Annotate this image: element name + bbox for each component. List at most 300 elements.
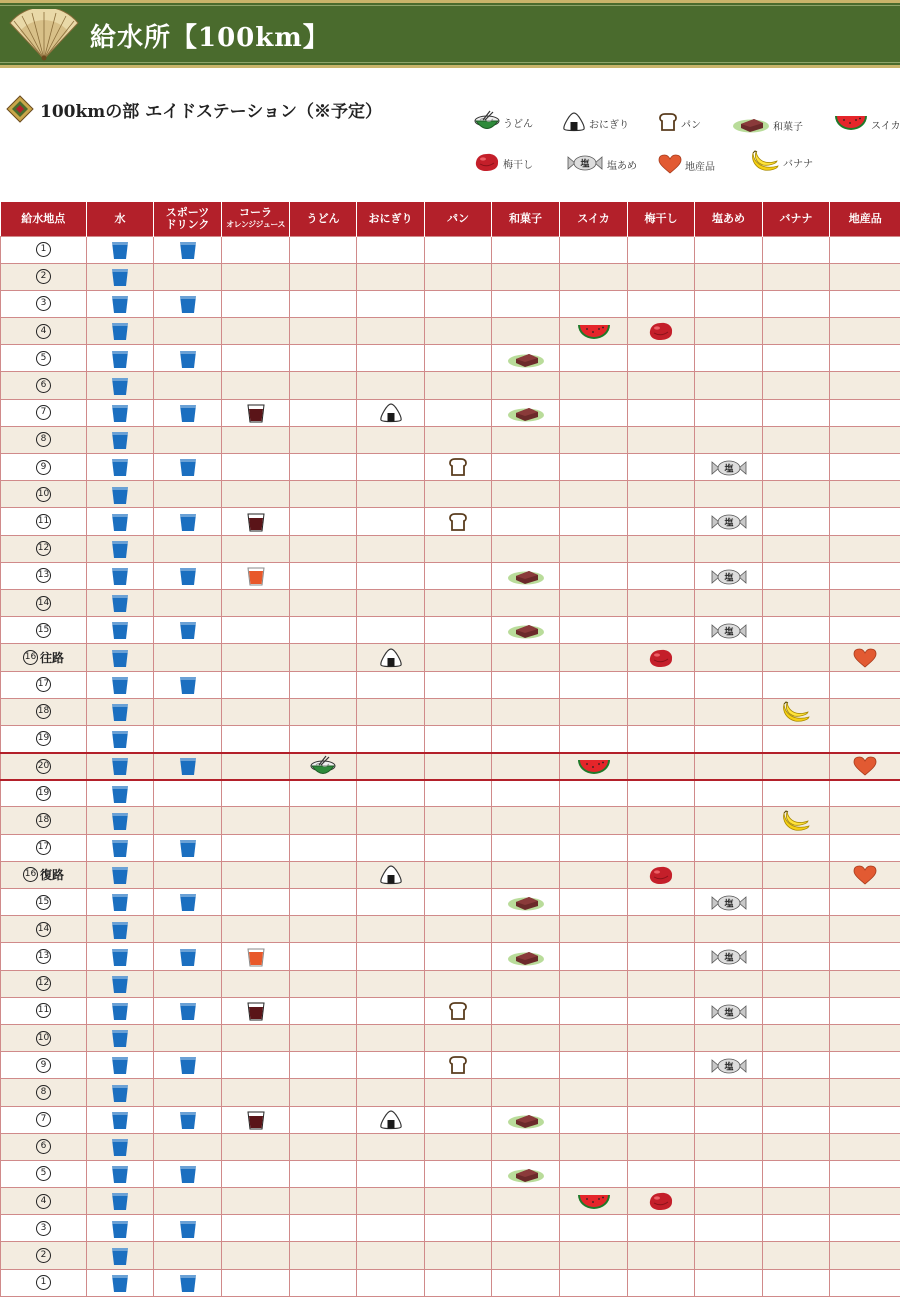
cell-onigiri (357, 562, 425, 589)
banana-icon (781, 810, 811, 829)
cell-wagashi (492, 454, 560, 481)
cell-udon (290, 671, 357, 698)
column-header-pan (425, 202, 492, 236)
cell-tokusan (830, 399, 900, 426)
udon-icon (474, 110, 500, 135)
cell-banana (763, 997, 830, 1024)
station-number: 15 (36, 623, 51, 638)
table-row (1, 1269, 900, 1296)
cell-umeboshi (628, 671, 695, 698)
cell-wagashi (492, 725, 560, 752)
cell-udon (290, 1106, 357, 1133)
wagashi-icon (507, 1109, 545, 1128)
cell-cola (222, 372, 290, 399)
station-number-cell (1, 426, 87, 453)
cell-suika (560, 589, 628, 616)
shioame-icon (710, 620, 748, 639)
cell-cola (222, 1052, 290, 1079)
cell-banana (763, 807, 830, 834)
cell-udon (290, 725, 357, 752)
cell-shioame (695, 916, 763, 943)
cell-onigiri (357, 1215, 425, 1242)
sports-icon (179, 294, 197, 313)
cell-sports (154, 1188, 222, 1215)
cell-sports (154, 970, 222, 997)
station-number: 16 (23, 867, 38, 882)
cell-suika (560, 1106, 628, 1133)
station-number-cell (1, 644, 87, 671)
legend-label: 地産品 (685, 162, 715, 173)
cell-tokusan (830, 834, 900, 861)
cell-cola (222, 535, 290, 562)
column-header-onigiri (357, 202, 425, 236)
cell-onigiri (357, 345, 425, 372)
onigiri-icon (379, 402, 403, 421)
cell-umeboshi (628, 889, 695, 916)
cell-water (87, 780, 154, 807)
cell-wagashi (492, 943, 560, 970)
station-number-cell (1, 834, 87, 861)
table-row (1, 889, 900, 916)
cell-pan (425, 1052, 492, 1079)
section-heading (6, 94, 382, 124)
cell-udon (290, 1133, 357, 1160)
water-icon (111, 484, 129, 503)
banana-icon (750, 150, 780, 175)
cell-suika (560, 1079, 628, 1106)
cell-cola (222, 1079, 290, 1106)
cell-tokusan (830, 1188, 900, 1215)
cell-umeboshi (628, 589, 695, 616)
station-number-cell (1, 1215, 87, 1242)
cola-icon (247, 1109, 265, 1128)
cell-banana (763, 1079, 830, 1106)
cell-umeboshi (628, 562, 695, 589)
cell-sports (154, 916, 222, 943)
cell-cola (222, 889, 290, 916)
water-icon (111, 674, 129, 693)
cell-pan (425, 644, 492, 671)
station-number: 6 (36, 1139, 51, 1154)
cell-tokusan (830, 535, 900, 562)
station-number-cell (1, 780, 87, 807)
water-icon (111, 892, 129, 911)
column-header-shioame (695, 202, 763, 236)
cell-cola (222, 1133, 290, 1160)
cell-suika (560, 263, 628, 290)
cell-shioame (695, 970, 763, 997)
cell-water (87, 1188, 154, 1215)
cell-sports (154, 1269, 222, 1296)
cell-tokusan (830, 1106, 900, 1133)
column-header-sublabel: オレンジジュース (226, 219, 285, 229)
station-number-cell (1, 807, 87, 834)
onigiri-icon (379, 865, 403, 884)
cell-sports (154, 290, 222, 317)
cell-banana (763, 318, 830, 345)
sports-icon (179, 1109, 197, 1128)
cell-umeboshi (628, 943, 695, 970)
cell-sports (154, 1052, 222, 1079)
station-number: 19 (36, 731, 51, 746)
sports-icon (179, 239, 197, 258)
cell-banana (763, 290, 830, 317)
station-number: 3 (36, 296, 51, 311)
water-icon (111, 593, 129, 612)
table-row (1, 1215, 900, 1242)
station-number: 9 (36, 1058, 51, 1073)
cell-shioame (695, 1160, 763, 1187)
station-number-cell (1, 1133, 87, 1160)
cell-suika (560, 345, 628, 372)
cell-umeboshi (628, 1188, 695, 1215)
cell-water (87, 454, 154, 481)
cell-cola (222, 997, 290, 1024)
pan-icon (658, 112, 678, 135)
cell-umeboshi (628, 263, 695, 290)
onigiri-icon (379, 1109, 403, 1128)
station-number-cell (1, 1079, 87, 1106)
cell-shioame (695, 861, 763, 888)
cell-onigiri (357, 481, 425, 508)
cell-shioame (695, 318, 763, 345)
cell-cola (222, 671, 290, 698)
column-header-label: おにぎり (368, 211, 413, 225)
cell-pan (425, 889, 492, 916)
cell-suika (560, 508, 628, 535)
sports-icon (179, 348, 197, 367)
column-header-wagashi (492, 202, 560, 236)
cell-umeboshi (628, 481, 695, 508)
table-row (1, 1188, 900, 1215)
cell-shioame (695, 617, 763, 644)
cell-banana (763, 426, 830, 453)
table-row (1, 861, 900, 888)
cell-sports (154, 671, 222, 698)
cell-banana (763, 861, 830, 888)
column-header-label: 梅干し (644, 211, 678, 225)
cell-pan (425, 1133, 492, 1160)
station-number-cell (1, 725, 87, 752)
column-header-udon (290, 202, 357, 236)
cell-pan (425, 454, 492, 481)
cell-umeboshi (628, 290, 695, 317)
cell-onigiri (357, 318, 425, 345)
wagashi-icon (507, 892, 545, 911)
cell-tokusan (830, 481, 900, 508)
cell-udon (290, 399, 357, 426)
cell-banana (763, 1242, 830, 1269)
cell-banana (763, 1188, 830, 1215)
cell-udon (290, 753, 357, 780)
cell-sports (154, 1106, 222, 1133)
cell-onigiri (357, 807, 425, 834)
cell-umeboshi (628, 372, 695, 399)
cell-shioame (695, 1242, 763, 1269)
cell-tokusan (830, 345, 900, 372)
water-icon (111, 430, 129, 449)
table-row (1, 236, 900, 263)
cell-tokusan (830, 589, 900, 616)
cell-cola (222, 318, 290, 345)
cell-umeboshi (628, 861, 695, 888)
water-icon (111, 1001, 129, 1020)
station-number: 18 (36, 704, 51, 719)
svg-text:塩: 塩 (723, 573, 734, 584)
cell-water (87, 1106, 154, 1133)
sports-icon (179, 892, 197, 911)
cell-udon (290, 1242, 357, 1269)
table-row (1, 1079, 900, 1106)
cell-umeboshi (628, 236, 695, 263)
legend-label: 和菓子 (773, 122, 803, 133)
legend-label: バナナ (783, 159, 813, 170)
cell-wagashi (492, 780, 560, 807)
table-row (1, 1024, 900, 1051)
cell-onigiri (357, 834, 425, 861)
cell-suika (560, 725, 628, 752)
cell-onigiri (357, 426, 425, 453)
cell-tokusan (830, 780, 900, 807)
umeboshi-icon (648, 1191, 674, 1210)
wagashi-icon (507, 946, 545, 965)
cell-udon (290, 889, 357, 916)
cell-onigiri (357, 1024, 425, 1051)
cell-cola (222, 834, 290, 861)
cell-banana (763, 1215, 830, 1242)
cell-sports (154, 834, 222, 861)
cell-shioame (695, 1106, 763, 1133)
svg-text:塩: 塩 (723, 1008, 734, 1019)
cell-water (87, 753, 154, 780)
station-number: 15 (36, 895, 51, 910)
station-number-cell (1, 372, 87, 399)
legend (470, 108, 900, 188)
cell-tokusan (830, 725, 900, 752)
cell-udon (290, 861, 357, 888)
tokusan-icon (853, 865, 877, 884)
water-icon (111, 973, 129, 992)
station-number: 14 (36, 922, 51, 937)
table-row (1, 345, 900, 372)
station-number: 13 (36, 568, 51, 583)
cell-cola (222, 1242, 290, 1269)
table-row (1, 399, 900, 426)
cell-suika (560, 372, 628, 399)
water-icon (111, 321, 129, 340)
water-icon (111, 919, 129, 938)
shioame-icon (710, 947, 748, 966)
cell-udon (290, 834, 357, 861)
cell-udon (290, 943, 357, 970)
cell-onigiri (357, 1269, 425, 1296)
sports-icon (179, 1001, 197, 1020)
table-row (1, 807, 900, 834)
cell-pan (425, 345, 492, 372)
pan-icon (448, 1001, 468, 1020)
station-number: 8 (36, 1085, 51, 1100)
cell-banana (763, 671, 830, 698)
cell-pan (425, 780, 492, 807)
cell-suika (560, 753, 628, 780)
table-row (1, 725, 900, 752)
cell-umeboshi (628, 780, 695, 807)
cell-wagashi (492, 345, 560, 372)
column-header-banana (763, 202, 830, 236)
cell-onigiri (357, 236, 425, 263)
station-number-cell (1, 1269, 87, 1296)
cell-pan (425, 589, 492, 616)
cell-cola (222, 725, 290, 752)
svg-text:塩: 塩 (723, 464, 734, 475)
umeboshi-icon (648, 647, 674, 666)
cell-cola (222, 589, 290, 616)
cell-water (87, 263, 154, 290)
cell-shioame (695, 943, 763, 970)
cell-water (87, 426, 154, 453)
cell-umeboshi (628, 318, 695, 345)
cell-tokusan (830, 698, 900, 725)
cell-tokusan (830, 1052, 900, 1079)
cell-udon (290, 290, 357, 317)
cell-shioame (695, 426, 763, 453)
cell-suika (560, 481, 628, 508)
cell-water (87, 834, 154, 861)
cell-umeboshi (628, 644, 695, 671)
cell-water (87, 481, 154, 508)
shioame-icon (710, 457, 748, 476)
cell-sports (154, 753, 222, 780)
wagashi-icon (507, 620, 545, 639)
sports-icon (179, 1164, 197, 1183)
shioame-icon (710, 1055, 748, 1074)
cell-shioame (695, 562, 763, 589)
cell-wagashi (492, 290, 560, 317)
cell-banana (763, 916, 830, 943)
table-row (1, 481, 900, 508)
pan-icon (448, 511, 468, 530)
station-number-cell (1, 943, 87, 970)
table-row (1, 698, 900, 725)
svg-text:塩: 塩 (723, 627, 734, 638)
table-row (1, 589, 900, 616)
cell-udon (290, 318, 357, 345)
cell-banana (763, 345, 830, 372)
cell-cola (222, 753, 290, 780)
umeboshi-icon (648, 321, 674, 340)
cell-water (87, 589, 154, 616)
cell-water (87, 698, 154, 725)
station-number: 5 (36, 351, 51, 366)
column-header-label: 塩あめ (712, 211, 745, 225)
cell-tokusan (830, 644, 900, 671)
cell-wagashi (492, 508, 560, 535)
station-number: 7 (36, 1112, 51, 1127)
cell-udon (290, 345, 357, 372)
sports-icon (179, 837, 197, 856)
table-row (1, 1242, 900, 1269)
cell-shioame (695, 889, 763, 916)
cell-umeboshi (628, 753, 695, 780)
cell-cola (222, 1160, 290, 1187)
table-row (1, 426, 900, 453)
cell-onigiri (357, 372, 425, 399)
page-title: 給水所【100km】 (90, 23, 330, 53)
cell-shioame (695, 290, 763, 317)
cell-banana (763, 698, 830, 725)
sports-icon (179, 1272, 197, 1291)
station-number: 1 (36, 242, 51, 257)
cell-onigiri (357, 753, 425, 780)
direction-label: 往路 (39, 650, 64, 665)
column-header-cola (222, 202, 290, 236)
cell-wagashi (492, 318, 560, 345)
cell-suika (560, 1269, 628, 1296)
cell-wagashi (492, 1133, 560, 1160)
cell-wagashi (492, 1215, 560, 1242)
cell-pan (425, 318, 492, 345)
cell-suika (560, 1133, 628, 1160)
sports-icon (179, 566, 197, 585)
cell-suika (560, 290, 628, 317)
cell-pan (425, 1188, 492, 1215)
table-row (1, 1106, 900, 1133)
cell-udon (290, 1215, 357, 1242)
cell-tokusan (830, 372, 900, 399)
station-number-cell (1, 263, 87, 290)
cell-banana (763, 1106, 830, 1133)
wagashi-icon (507, 1164, 545, 1183)
station-number: 7 (36, 405, 51, 420)
cell-wagashi (492, 861, 560, 888)
cell-wagashi (492, 753, 560, 780)
cell-onigiri (357, 290, 425, 317)
water-icon (111, 1191, 129, 1210)
station-number: 20 (36, 759, 51, 774)
cell-sports (154, 861, 222, 888)
cell-udon (290, 1160, 357, 1187)
cell-shioame (695, 1269, 763, 1296)
cell-onigiri (357, 1188, 425, 1215)
onigiri-icon (379, 647, 403, 666)
water-icon (111, 267, 129, 286)
station-number: 8 (36, 432, 51, 447)
station-number: 16 (23, 650, 38, 665)
water-icon (111, 566, 129, 585)
legend-item-wagashi (732, 114, 803, 137)
cell-pan (425, 943, 492, 970)
water-icon (111, 538, 129, 557)
cell-wagashi (492, 644, 560, 671)
column-header-label: 地産品 (848, 211, 882, 225)
header-banner (0, 0, 900, 68)
shioame-icon (710, 892, 748, 911)
legend-label: おにぎり (589, 120, 629, 131)
cell-pan (425, 916, 492, 943)
cell-pan (425, 1024, 492, 1051)
cell-sports (154, 562, 222, 589)
cell-wagashi (492, 426, 560, 453)
cell-tokusan (830, 236, 900, 263)
shioame-icon (566, 154, 604, 175)
cell-cola (222, 644, 290, 671)
cell-sports (154, 617, 222, 644)
cell-umeboshi (628, 1052, 695, 1079)
cell-banana (763, 753, 830, 780)
cell-cola (222, 916, 290, 943)
cell-pan (425, 617, 492, 644)
cell-water (87, 861, 154, 888)
